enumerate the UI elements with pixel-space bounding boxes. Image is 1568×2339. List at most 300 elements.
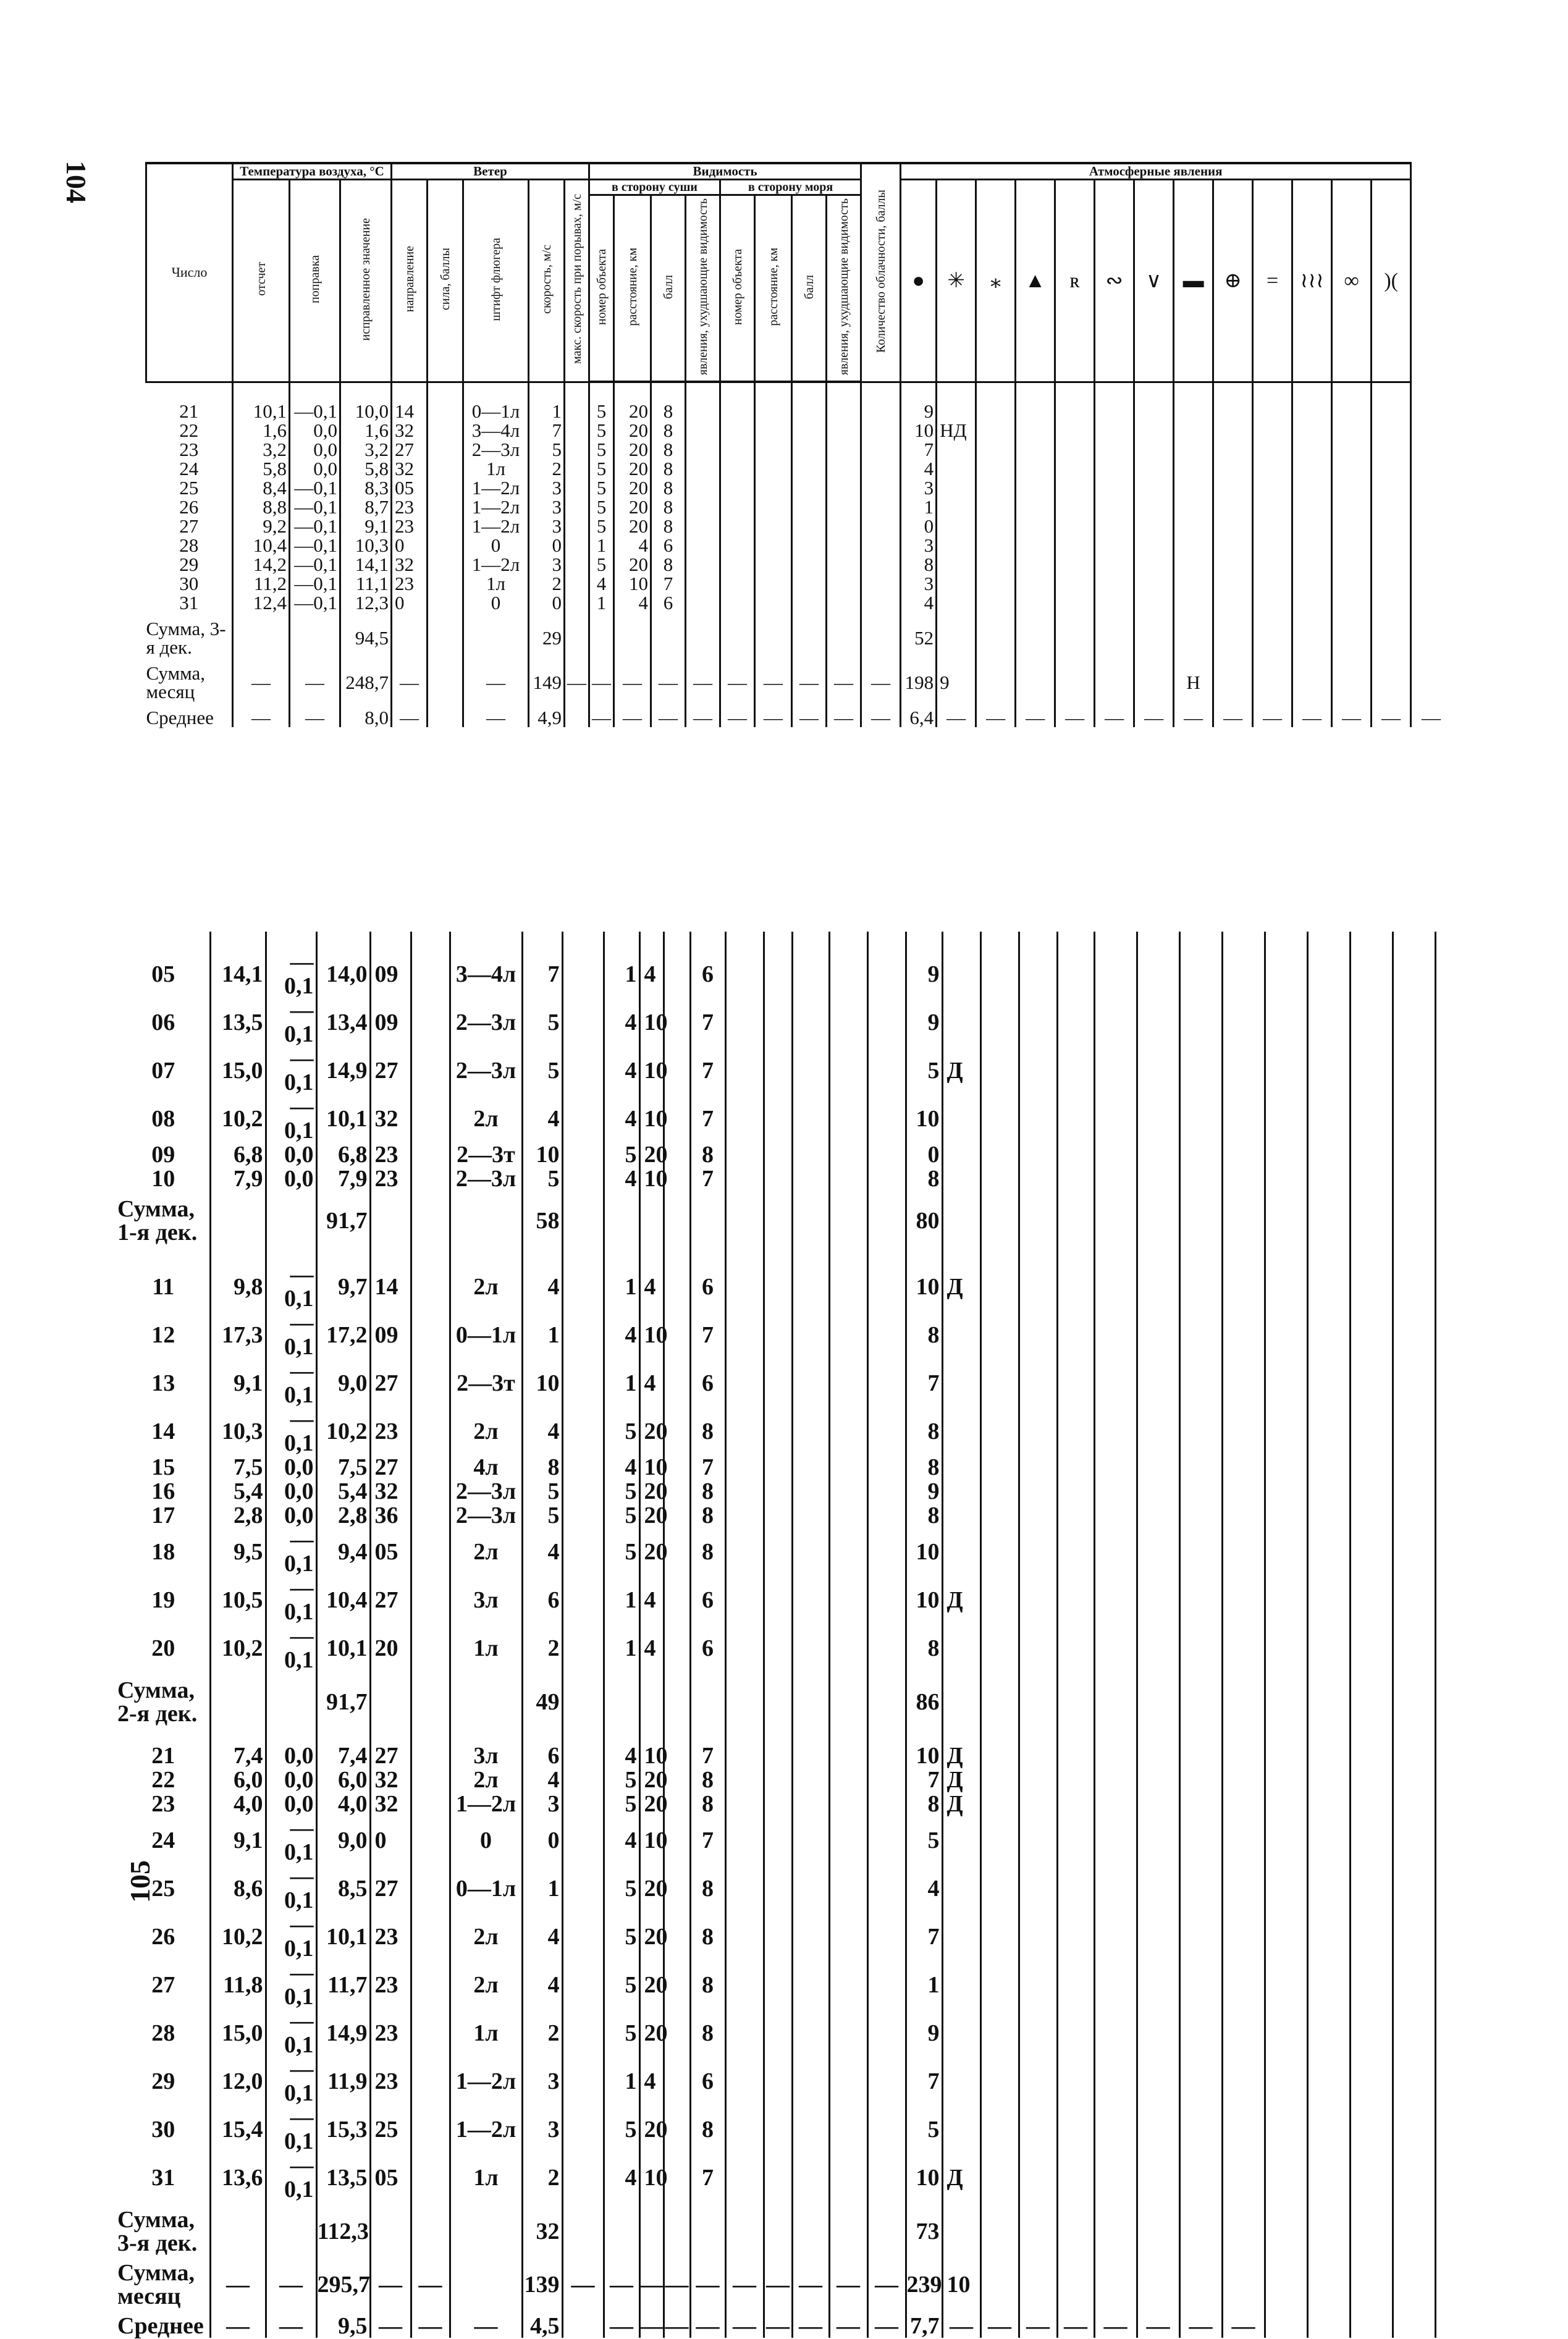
empty-cell [562, 1095, 604, 1143]
empty-cell [1019, 1816, 1057, 1865]
empty-cell [725, 1359, 764, 1407]
empty-cell [725, 1244, 764, 1263]
empty-cell [1307, 1167, 1350, 1191]
empty-cell [720, 478, 755, 497]
empty-cell [1253, 382, 1292, 421]
empty-cell [1435, 950, 1478, 998]
vane-pin-cell: 2—3т [450, 1359, 522, 1407]
dash-cell: — [1137, 2308, 1179, 2338]
empty-cell [1179, 1624, 1222, 1672]
empty-cell [1174, 440, 1213, 459]
empty-cell [725, 1311, 764, 1359]
phenomena-cell [942, 1167, 980, 1191]
header-col-skorost-label: скорость, м/с [539, 244, 554, 314]
day-cell: 28 [151, 2020, 175, 2046]
empty-cell [562, 2105, 604, 2154]
empty-cell [867, 1672, 906, 1726]
empty-cell [764, 1768, 792, 1792]
empty-cell [1292, 574, 1332, 593]
header-col-ispr [340, 180, 392, 382]
sum-rain: 9 [937, 657, 976, 701]
empty-cell [867, 1095, 906, 1143]
empty-cell [1222, 1865, 1265, 1913]
empty-cell [1435, 2105, 1478, 2154]
empty-cell [976, 440, 1016, 459]
empty-cell [1435, 1865, 1478, 1913]
day-cell: 13 [151, 1370, 175, 1396]
empty-cell [1372, 555, 1411, 574]
dash-cell: — [664, 2255, 690, 2308]
avg-cloud: 6,4 [901, 701, 937, 727]
empty-cell [1435, 1311, 1478, 1359]
empty-cell [980, 1504, 1019, 1528]
reading-cell: 12,0 [210, 2057, 266, 2105]
wind-speed-cell: 10 [522, 1359, 562, 1407]
empty-cell [1435, 1792, 1478, 1816]
dash-cell: — [686, 657, 720, 701]
empty-cell [1393, 1865, 1435, 1913]
empty-cell [1222, 1744, 1265, 1768]
empty-cell [210, 1244, 266, 1263]
empty-cell [1213, 574, 1253, 593]
empty-cell [976, 421, 1016, 440]
empty-cell [1094, 2202, 1137, 2255]
empty-cell [1179, 950, 1222, 998]
empty-cell [829, 1311, 867, 1359]
empty-cell [1435, 998, 1478, 1047]
empty-cell [829, 1816, 867, 1865]
object-number-cell: 5 [604, 1768, 639, 1792]
header-col-rasst2-label: расстояние, км [766, 247, 780, 326]
cloudiness-cell: 8 [906, 1407, 942, 1456]
wind-direction-cell: 23 [370, 1143, 411, 1167]
empty-cell [1016, 536, 1055, 555]
empty-cell [1137, 1456, 1179, 1480]
correction-cell: —0,1 [266, 1528, 316, 1576]
sum-wind: 49 [522, 1672, 562, 1726]
empty-cell [1019, 1504, 1057, 1528]
empty-cell [764, 1456, 792, 1480]
empty-cell [1179, 1191, 1222, 1244]
dash-cell: — [1292, 701, 1332, 727]
wind-speed-cell: 3 [522, 1792, 562, 1816]
empty-cell [210, 932, 266, 950]
phenomena-cell [942, 1961, 980, 2009]
empty-cell [664, 1359, 690, 1407]
weather-symbol-icon-7: ▬ [1174, 180, 1213, 382]
empty-cell [1307, 1263, 1350, 1311]
empty-cell [1350, 998, 1393, 1047]
empty-cell [1332, 382, 1372, 421]
empty-cell [755, 516, 792, 536]
empty-cell [980, 2154, 1019, 2202]
dash-cell: — [690, 2255, 725, 2308]
empty-cell [1372, 478, 1411, 497]
dash-cell: — [764, 2308, 792, 2338]
empty-cell [861, 612, 901, 657]
empty-cell [792, 1167, 829, 1191]
empty-cell [1265, 1961, 1307, 2009]
wind-speed-cell: 2 [522, 2154, 562, 2202]
correction-cell: —0,1 [266, 2057, 316, 2105]
table-row [146, 421, 1451, 440]
empty-cell [1137, 1143, 1179, 1167]
empty-cell [980, 1792, 1019, 1816]
empty-cell [1174, 612, 1213, 657]
visibility-score-cell: 7 [690, 1816, 725, 1865]
cloudiness-cell: 10 [906, 1528, 942, 1576]
phenomena-cell [942, 998, 980, 1047]
empty-cell [1372, 593, 1411, 612]
empty-cell [829, 1244, 867, 1263]
empty-cell [829, 1095, 867, 1143]
empty-cell [827, 497, 861, 516]
empty-cell [861, 459, 901, 478]
corrected-temp-cell: 5,8 [340, 459, 392, 478]
sum-wind: 29 [529, 612, 565, 657]
sum-rain: 10 [942, 2255, 980, 2308]
empty-cell [1222, 1726, 1265, 1744]
empty-cell [411, 1576, 450, 1624]
visibility-score-cell: 8 [651, 459, 686, 478]
empty-cell [1350, 1167, 1393, 1191]
empty-cell [829, 1726, 867, 1744]
empty-cell [1393, 950, 1435, 998]
empty-cell [411, 1528, 450, 1576]
header-col-nomer2-label: номер объекта [730, 248, 744, 325]
empty-cell [1292, 593, 1332, 612]
phenomena-cell [942, 1456, 980, 1480]
day-cell: 31 [151, 2164, 175, 2191]
corrected-temp-cell: 8,3 [340, 478, 392, 497]
empty-cell [1411, 421, 1451, 440]
empty-cell [867, 998, 906, 1047]
empty-cell [411, 950, 450, 998]
empty-cell [976, 459, 1016, 478]
reading-cell: 11,8 [210, 1961, 266, 2009]
empty-cell [829, 1576, 867, 1624]
empty-cell [1265, 2154, 1307, 2202]
empty-cell [792, 536, 827, 555]
vane-pin-cell: 2—3л [463, 440, 529, 459]
empty-cell [1179, 1143, 1222, 1167]
empty-cell [792, 1191, 829, 1244]
empty-cell [1222, 1672, 1265, 1726]
reading-cell: 15,0 [210, 1047, 266, 1095]
day-cell: 14 [151, 1418, 175, 1444]
empty-cell [1292, 478, 1332, 497]
empty-cell [1137, 1744, 1179, 1768]
header-col-ball1-label: балл [661, 274, 675, 299]
empty-cell [664, 950, 690, 998]
distance-cell: 20 [614, 478, 651, 497]
empty-cell [1137, 1407, 1179, 1456]
visibility-score-cell: 8 [690, 1504, 725, 1528]
dash-cell: — [463, 701, 529, 727]
empty-cell [589, 612, 614, 657]
empty-cell [1016, 421, 1055, 440]
header-col-popravka [290, 180, 340, 382]
object-number-cell: 1 [589, 593, 614, 612]
wind-direction-cell: 05 [370, 1528, 411, 1576]
dash-cell: — [1095, 701, 1134, 727]
empty-cell [1213, 612, 1253, 657]
empty-cell [792, 1244, 829, 1263]
sum-label: Сумма, месяц [117, 2260, 195, 2309]
object-number-cell: 4 [604, 1744, 639, 1768]
empty-cell [266, 1672, 316, 1726]
dash-cell: — [867, 2308, 906, 2338]
empty-cell [725, 1263, 764, 1311]
weather-symbol-icon-2: ⁎ [976, 180, 1016, 382]
wind-speed-cell: 2 [529, 574, 565, 593]
visibility-score-cell: 7 [690, 2154, 725, 2202]
empty-cell [1057, 1961, 1094, 2009]
vane-pin-cell: 1л [463, 574, 529, 593]
empty-cell [664, 1672, 690, 1726]
dash-cell: — [792, 657, 827, 701]
sum-label: Сумма, 1-я дек. [117, 1196, 198, 1245]
empty-cell [411, 1167, 450, 1191]
empty-cell [1350, 1913, 1393, 1961]
empty-cell [829, 2105, 867, 2154]
empty-cell [1095, 497, 1134, 516]
empty-cell [1137, 1913, 1179, 1961]
empty-cell [1393, 2009, 1435, 2057]
empty-cell [980, 950, 1019, 998]
distance-cell: 20 [639, 1913, 664, 1961]
empty-cell [1094, 1191, 1137, 1244]
object-number-cell: 5 [604, 1961, 639, 2009]
empty-cell [1137, 998, 1179, 1047]
empty-cell [1435, 1913, 1478, 1961]
object-number-cell: 5 [589, 440, 614, 459]
empty-cell [562, 1311, 604, 1359]
empty-cell [1265, 2009, 1307, 2057]
corrected-temp-cell: 11,1 [340, 574, 392, 593]
wind-speed-cell: 4 [522, 1913, 562, 1961]
empty-cell [1137, 1167, 1179, 1191]
empty-cell [1179, 1726, 1222, 1744]
empty-cell [1213, 593, 1253, 612]
cloudiness-cell: 4 [901, 459, 937, 478]
empty-cell [1094, 1263, 1137, 1311]
empty-cell [725, 1047, 764, 1095]
empty-cell [1094, 1624, 1137, 1672]
empty-cell [829, 1528, 867, 1576]
empty-cell [1307, 1143, 1350, 1167]
visibility-score-cell: 8 [690, 1865, 725, 1913]
empty-cell [565, 382, 589, 421]
empty-cell [1435, 1047, 1478, 1095]
wind-direction-cell: 23 [392, 574, 428, 593]
object-number-cell: 4 [604, 2154, 639, 2202]
dash-cell: — [1372, 701, 1411, 727]
empty-cell [411, 1792, 450, 1816]
visibility-score-cell: 7 [690, 1311, 725, 1359]
avg-temp: 8,0 [340, 701, 392, 727]
reading-cell: 12,4 [233, 593, 290, 612]
empty-cell [980, 2105, 1019, 2154]
empty-cell [1265, 1191, 1307, 1244]
sum-label: Сумма, 2-я дек. [117, 1677, 198, 1727]
dash-cell: — [614, 657, 651, 701]
reading-cell: 1,6 [233, 421, 290, 440]
weather-symbol-icon-10: ≀≀≀ [1292, 180, 1332, 382]
empty-cell [1307, 1047, 1350, 1095]
correction-cell: —0,1 [266, 1047, 316, 1095]
empty-cell [1057, 998, 1094, 1047]
empty-cell [1350, 1480, 1393, 1504]
empty-cell [725, 1480, 764, 1504]
correction-cell: —0,1 [290, 536, 340, 555]
empty-cell [725, 998, 764, 1047]
empty-cell [1222, 932, 1265, 950]
corrected-temp-cell: 10,1 [316, 1095, 370, 1143]
empty-cell [720, 555, 755, 574]
correction-cell: 0,0 [290, 459, 340, 478]
empty-cell [266, 1726, 316, 1744]
empty-cell [867, 1359, 906, 1407]
empty-cell [755, 421, 792, 440]
empty-cell [1222, 1961, 1265, 2009]
vane-pin-cell: 2л [450, 1263, 522, 1311]
vane-pin-cell: 3—4л [450, 950, 522, 998]
wind-speed-cell: 4 [522, 1528, 562, 1576]
wind-speed-cell: 3 [529, 555, 565, 574]
empty-cell [1332, 497, 1372, 516]
empty-cell [764, 1528, 792, 1576]
empty-cell [764, 1407, 792, 1456]
header-wind: Ветер [392, 163, 589, 180]
empty-cell [1094, 1359, 1137, 1407]
correction-cell: —0,1 [290, 555, 340, 574]
empty-cell [764, 2057, 792, 2105]
empty-cell [1393, 1528, 1435, 1576]
empty-cell [1057, 1624, 1094, 1672]
empty-cell [1137, 1263, 1179, 1311]
header-row-1 [146, 163, 1451, 180]
empty-cell [1179, 1167, 1222, 1191]
empty-cell [1019, 1865, 1057, 1913]
vane-pin-cell: 1л [450, 2009, 522, 2057]
empty-cell [1137, 2105, 1179, 2154]
empty-cell [411, 1672, 450, 1726]
vane-pin-cell: 2л [450, 1095, 522, 1143]
empty-cell [1307, 1726, 1350, 1744]
empty-cell [725, 1913, 764, 1961]
empty-cell [370, 1191, 411, 1244]
dash-cell: — [639, 2308, 664, 2338]
empty-cell [1057, 1528, 1094, 1576]
empty-cell [867, 1311, 906, 1359]
dash-cell: — [1253, 701, 1292, 727]
empty-cell [1411, 536, 1451, 555]
cloudiness-cell: 7 [906, 1359, 942, 1407]
reading-cell: 9,1 [210, 1816, 266, 1865]
cloudiness-cell: 8 [906, 1792, 942, 1816]
distance-cell: 4 [639, 2057, 664, 2105]
corrected-temp-cell: 8,7 [340, 497, 392, 516]
empty-cell [976, 612, 1016, 657]
wind-direction-cell: 23 [392, 516, 428, 536]
header-cloudiness [861, 163, 901, 382]
empty-cell [1019, 1480, 1057, 1504]
empty-cell [867, 1407, 906, 1456]
distance-cell: 20 [639, 1480, 664, 1504]
empty-cell [1057, 1359, 1094, 1407]
empty-cell [725, 1407, 764, 1456]
empty-cell [792, 1624, 829, 1672]
empty-cell [725, 2057, 764, 2105]
empty-cell [411, 1047, 450, 1095]
empty-cell [1134, 497, 1174, 516]
empty-cell [1055, 382, 1095, 421]
empty-cell [1393, 1504, 1435, 1528]
empty-cell [861, 421, 901, 440]
avg-wind: 4,9 [529, 701, 565, 727]
empty-cell [1016, 497, 1055, 516]
empty-cell [1057, 2009, 1094, 2057]
day-cell: 16 [151, 1478, 175, 1504]
wind-direction-cell: 05 [392, 478, 428, 497]
empty-cell [1179, 1816, 1222, 1865]
empty-cell [764, 1624, 792, 1672]
empty-cell [1222, 1913, 1265, 1961]
empty-cell [664, 2057, 690, 2105]
empty-cell [867, 2009, 906, 2057]
empty-cell [1393, 2255, 1435, 2308]
empty-cell [1137, 932, 1179, 950]
empty-cell [829, 1456, 867, 1480]
empty-cell [1372, 382, 1411, 421]
empty-cell [980, 1913, 1019, 1961]
sum-wind: 149 [529, 657, 565, 701]
empty-cell [664, 1624, 690, 1672]
empty-cell [411, 1961, 450, 2009]
empty-cell [1094, 1865, 1137, 1913]
corrected-temp-cell: 13,5 [316, 2154, 370, 2202]
empty-cell [1350, 1865, 1393, 1913]
empty-cell [1372, 657, 1411, 701]
visibility-score-cell: 8 [651, 421, 686, 440]
empty-cell [792, 932, 829, 950]
empty-cell [792, 1726, 829, 1744]
empty-cell [686, 593, 720, 612]
empty-cell [1265, 1624, 1307, 1672]
empty-cell [562, 950, 604, 998]
weather-symbol-icon-12: )( [1372, 180, 1411, 382]
table-row [117, 2154, 1478, 2202]
empty-cell [1179, 932, 1222, 950]
empty-cell [980, 1191, 1019, 1244]
empty-cell [980, 1865, 1019, 1913]
wind-direction-cell: 32 [392, 459, 428, 478]
empty-cell [980, 1480, 1019, 1504]
header-col-nomer2 [720, 195, 755, 382]
empty-cell [720, 382, 755, 421]
empty-cell [764, 2009, 792, 2057]
empty-cell [1292, 440, 1332, 459]
empty-cell [976, 555, 1016, 574]
distance-cell: 4 [639, 1263, 664, 1311]
empty-cell [1179, 1961, 1222, 2009]
empty-cell [370, 1672, 411, 1726]
empty-cell [639, 1244, 664, 1263]
empty-cell [562, 2308, 604, 2338]
empty-cell [1265, 2202, 1307, 2255]
empty-cell [1137, 1865, 1179, 1913]
